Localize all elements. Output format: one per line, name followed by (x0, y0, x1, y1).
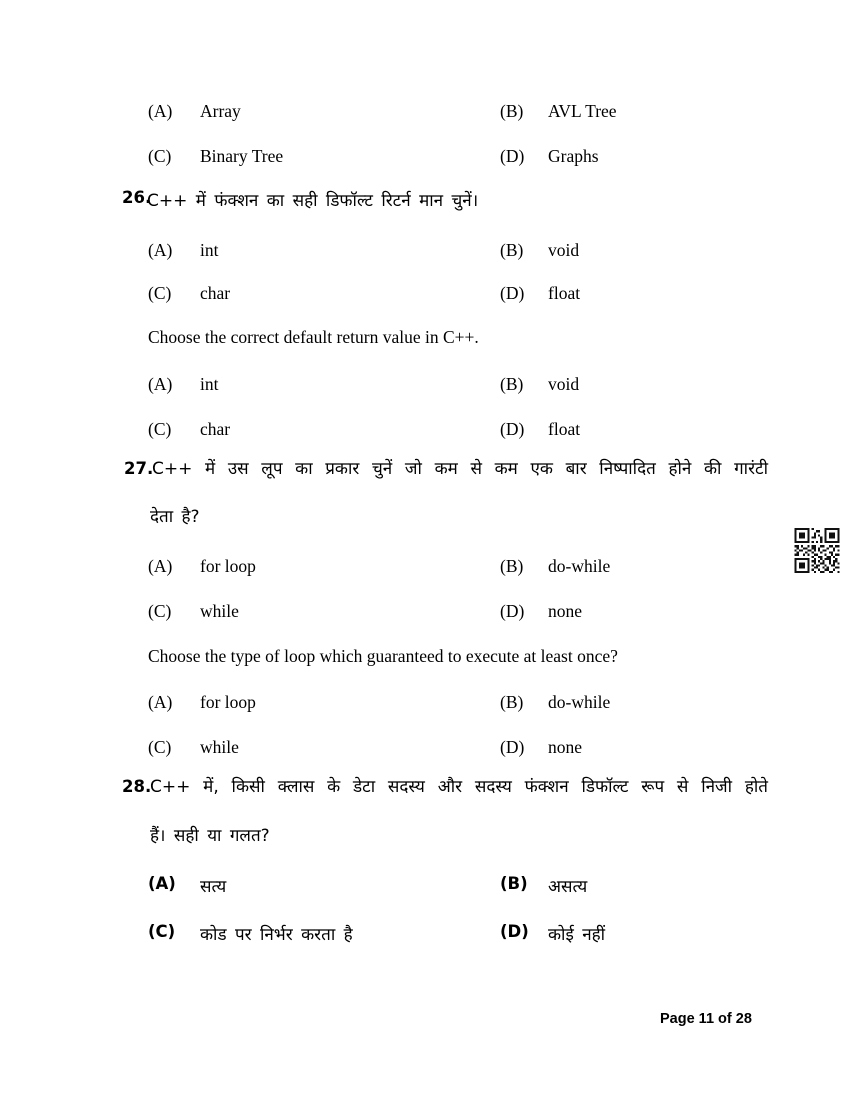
option-letter: (D) (500, 283, 525, 303)
option-text: void (548, 374, 580, 394)
option-letter: (D) (500, 601, 525, 621)
question-text-english: Choose the type of loop which guaranteed to execute at least once? (148, 646, 618, 666)
qr-code-image (793, 528, 841, 573)
question-number: 27. (124, 459, 154, 478)
options-row (0, 922, 850, 952)
option-text: for loop (200, 556, 256, 576)
option-letter: (A) (148, 374, 173, 394)
option-text: void (548, 240, 580, 260)
option-text: do-while (548, 556, 611, 576)
question-text-hindi-line2: हैं। सही या गलत? (150, 826, 270, 846)
question-27-continued (0, 504, 850, 534)
option-text: int (200, 374, 219, 394)
question-number: 28. (122, 777, 152, 796)
question-28-continued (0, 823, 850, 853)
option-letter: (C) (148, 737, 172, 757)
option-letter: (A) (148, 101, 173, 121)
question-28 (0, 777, 850, 807)
options-row (0, 874, 850, 904)
option-letter: (C) (148, 601, 172, 621)
option-text: सत्य (200, 877, 227, 897)
option-letter: (A) (148, 692, 173, 712)
question-text-hindi-line1: C++ में, किसी क्लास के डेटा सदस्य और सदस्य फंक्शन डिफॉल्ट रूप से निजी होते (150, 777, 768, 797)
option-text: AVL Tree (548, 101, 617, 121)
options-row (0, 419, 850, 449)
option-text: none (548, 601, 583, 621)
options-row (0, 556, 850, 586)
options-row (0, 101, 850, 131)
option-letter: (B) (500, 556, 524, 576)
option-letter: (C) (148, 419, 172, 439)
option-letter: (C) (148, 146, 172, 166)
question-text-english: Choose the correct default return value in C++. (148, 327, 479, 347)
question-text-hindi-line2: देता है? (150, 507, 200, 527)
option-text: float (548, 419, 581, 439)
page-number-label: Page 11 of 28 (660, 1011, 752, 1027)
question-27-english (0, 646, 850, 676)
option-text: char (200, 283, 231, 303)
question-text-hindi-line1: C++ में उस लूप का प्रकार चुनें जो कम से कम एक बार निष्पादित होने की गारंटी (152, 459, 768, 479)
option-text: कोड पर निर्भर करता है (200, 925, 353, 945)
options-row (0, 374, 850, 404)
option-letter: (B) (500, 374, 524, 394)
option-text: Binary Tree (200, 146, 284, 166)
option-text: Array (200, 101, 241, 121)
option-text: do-while (548, 692, 611, 712)
options-row (0, 601, 850, 631)
options-row (0, 737, 850, 767)
option-letter: (C) (148, 283, 172, 303)
option-letter: (D) (500, 922, 529, 941)
option-text: कोई नहीं (548, 925, 606, 945)
option-text: while (200, 601, 239, 621)
option-text: असत्य (548, 877, 588, 897)
option-text: Graphs (548, 146, 599, 166)
option-letter: (D) (500, 737, 525, 757)
option-text: int (200, 240, 219, 260)
options-row (0, 692, 850, 722)
page-footer (660, 1011, 752, 1027)
options-row (0, 283, 850, 313)
option-text: for loop (200, 692, 256, 712)
option-text: float (548, 283, 581, 303)
question-number: 26. (122, 188, 152, 207)
question-26 (0, 188, 850, 218)
options-row (0, 240, 850, 270)
option-text: char (200, 419, 231, 439)
option-letter: (D) (500, 419, 525, 439)
option-letter: (B) (500, 240, 524, 260)
option-text: none (548, 737, 583, 757)
question-26-english (0, 327, 850, 357)
options-row (0, 146, 850, 176)
option-letter: (B) (500, 874, 528, 893)
option-letter: (A) (148, 240, 173, 260)
option-letter: (A) (148, 556, 173, 576)
question-text-hindi: C++ में फंक्शन का सही डिफॉल्ट रिटर्न मान चुनें। (147, 191, 479, 211)
option-letter: (B) (500, 692, 524, 712)
option-letter: (D) (500, 146, 525, 166)
option-text: while (200, 737, 239, 757)
option-letter: (A) (148, 874, 176, 893)
option-letter: (B) (500, 101, 524, 121)
option-letter: (C) (148, 922, 176, 941)
question-27 (0, 459, 850, 489)
